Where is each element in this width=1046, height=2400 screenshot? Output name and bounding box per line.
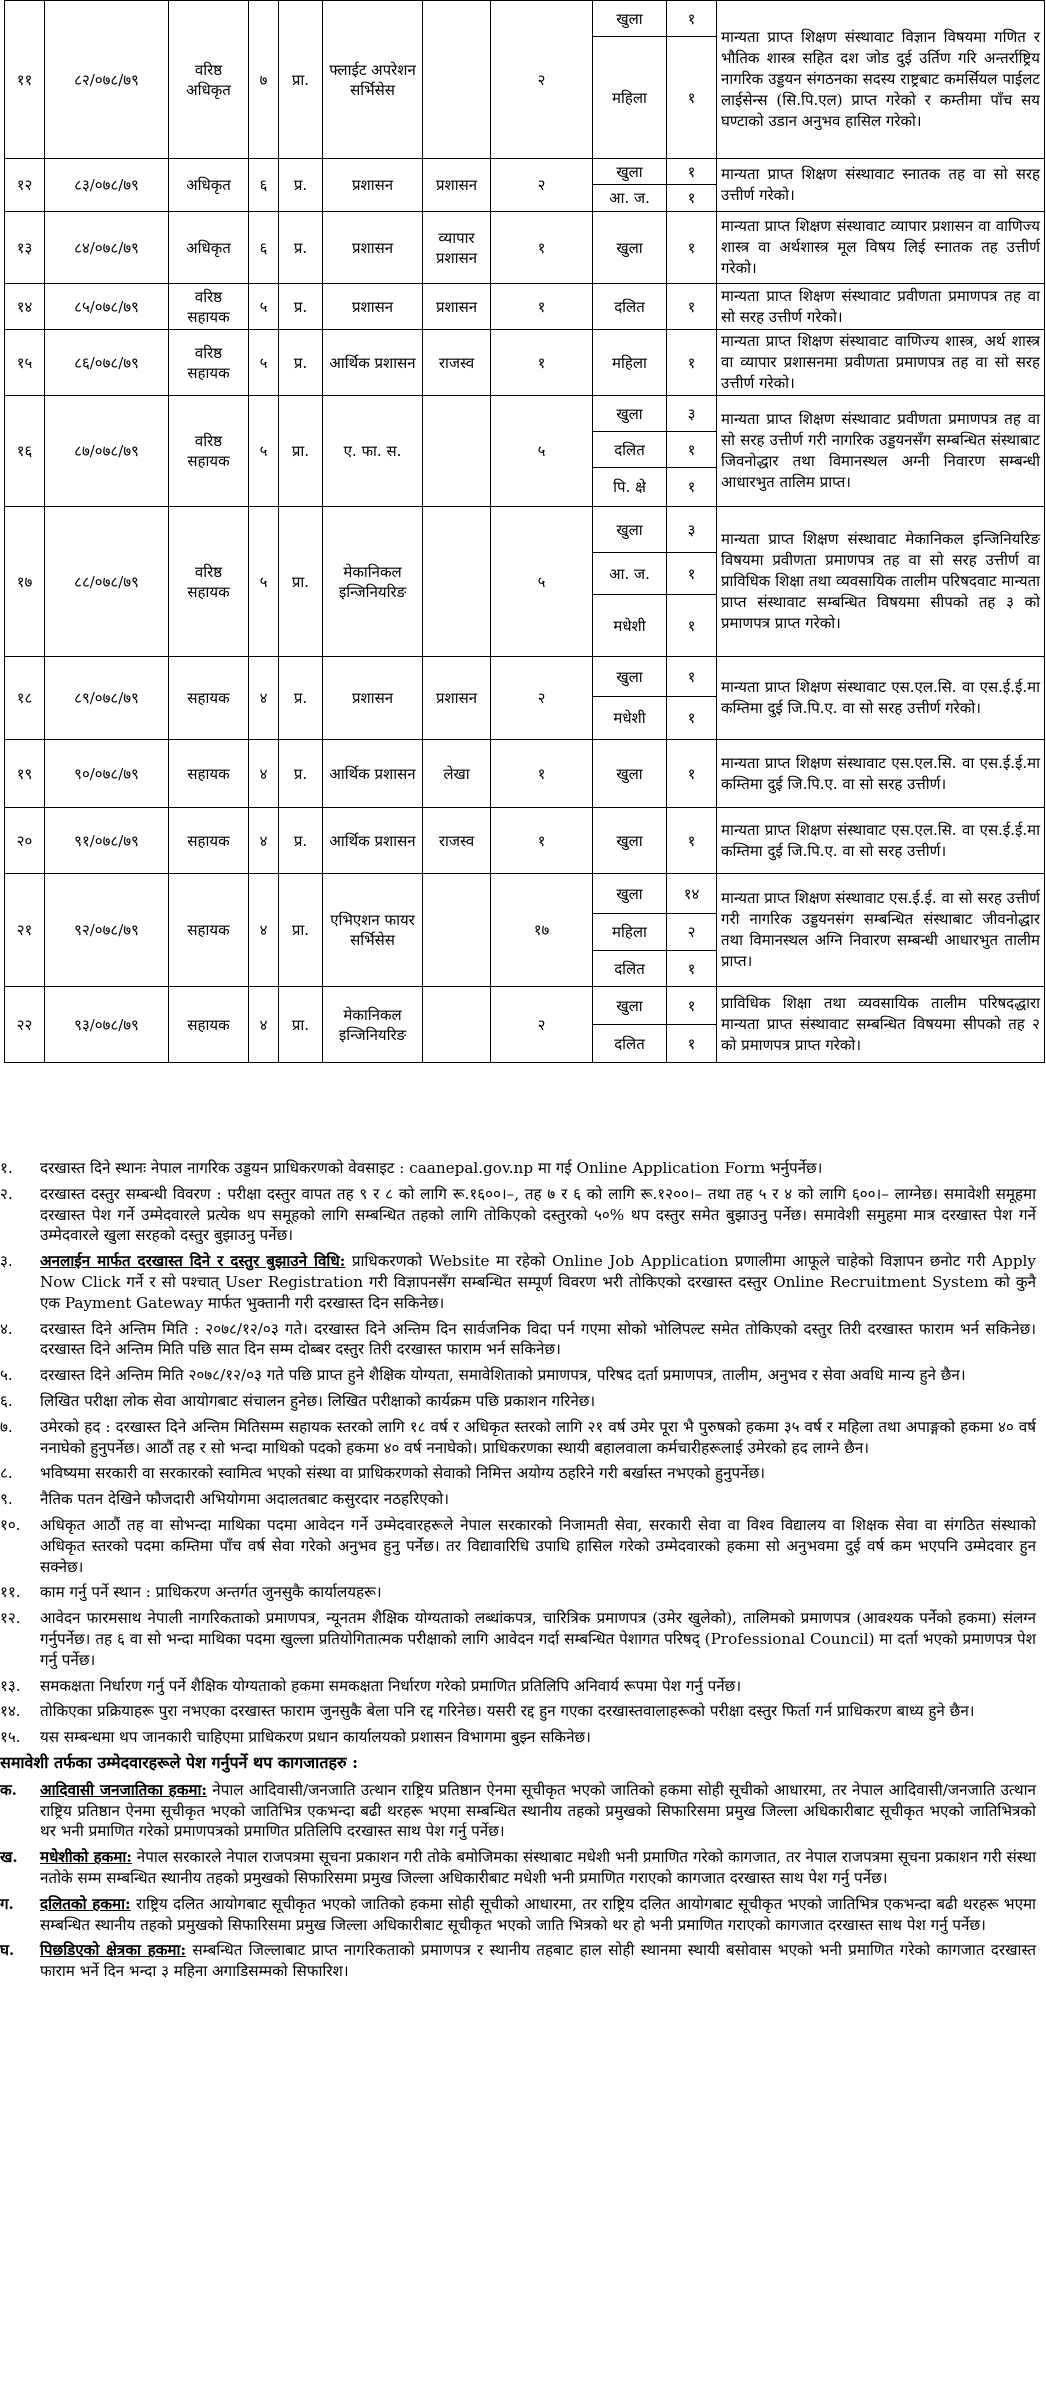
level-cell: वरिष्ठ सहायक (169, 396, 249, 507)
inclusive-title: आदिवासी जनजातिका हकमा: (40, 1780, 208, 1799)
grade-cell: ७ (249, 1, 279, 159)
note-text: दरखास्त दिने अन्तिम मिति : २०७८/१२/०३ गते। दरखास्त दिने अन्तिम दिन सार्वजनिक विदा पर्न गएमा सोको भोलिपल्ट समेत तोकिएको दस्तुर तिरी दरखास्त फाराम भर्न सकिनेछ। दरखास्त दिने अन्तिम मिति पछि सात दिन सम्म दोब्बर दस्तुर तिरी दरखास्त फाराम भर्न सकिनेछ। (40, 1319, 1037, 1359)
quota-count-cell: १ (667, 595, 717, 657)
note-text: अधिकृत आठौं तह वा सोभन्दा माथिका पदमा आवेदन गर्ने उम्मेदवारहरूले नेपाल सरकारको निजामती सेवा, सरकारी सेवा वा विश्व विद्यालय वा शिक्षक सेवा वा संगठित संस्थाको अधिकृत स्तरको पदमा कम्तिमा पाँच वर्ष सेवा गरेको अनुभव हुनु पर्नेछ। तर विद्यावारिधि उपाधि हासिल गरेको उम्मेदवारको हकमा सो अनुभवमा दुई वर्ष कम भएपनि उम्मेदवार हुन सक्नेछ। (40, 1515, 1036, 1576)
note-item (0, 1727, 1036, 1748)
service-cell: ए. फा. स. (323, 396, 423, 507)
note-item (0, 1417, 1036, 1459)
table-row (5, 874, 1045, 914)
inclusive-item (0, 1847, 1036, 1889)
note-text: आवेदन फारमसाथ नेपाली नागरिकताको प्रमाणपत्र, न्यूनतम शैक्षिक योग्यताको लब्धांकपत्र, चारित्रिक प्रमाणपत्र (उमेर खुलेको), तालिमको प्रमाणपत्र (आवश्यक पर्नेको हकमा) संलग्न गर्नुपर्नेछ। तह ६ वा सो भन्दा माथिका पदमा खुल्ला प्रतियोगितात्मक परीक्षाको लागि आवेदन गर्दा सम्बन्धित पेशागत परिषद् (Professional Council) मा दर्ता भएको प्रमाणपत्र पेश गर्नु पर्नेछ। (40, 1609, 1036, 1669)
inclusive-number: क. (0, 1780, 17, 1799)
note-item (0, 1251, 1036, 1313)
quota-count-cell: १ (667, 987, 717, 1025)
type-cell: प्र. (279, 284, 323, 330)
quota-cell: दलित (593, 951, 667, 987)
type-cell: प्र. (279, 657, 323, 740)
quota-cell: खुला (593, 212, 667, 284)
note-item (0, 1515, 1036, 1577)
type-cell: प्रा. (279, 874, 323, 987)
table-row (5, 507, 1045, 553)
advertisement-number-cell: ९२/०७८/७९ (45, 874, 169, 987)
note-item (0, 1582, 1036, 1603)
total-posts-cell: ५ (491, 507, 593, 657)
level-cell: सहायक (169, 874, 249, 987)
note-number: २. (0, 1184, 13, 1203)
service-cell: प्रशासन (323, 212, 423, 284)
advertisement-number-cell: ८४/०७८/७९ (45, 212, 169, 284)
quota-count-cell: ३ (667, 507, 717, 553)
quota-cell: खुला (593, 657, 667, 697)
inclusive-item (0, 1940, 1036, 1982)
advertisement-number-cell: ८२/०७८/७९ (45, 1, 169, 159)
total-posts-cell: १ (491, 212, 593, 284)
grade-cell: ६ (249, 159, 279, 212)
quota-count-cell: १ (667, 432, 717, 468)
quota-cell: खुला (593, 740, 667, 808)
grade-cell: ५ (249, 284, 279, 330)
grade-cell: ४ (249, 657, 279, 740)
note-number: १३. (0, 1676, 21, 1695)
total-posts-cell: २ (491, 987, 593, 1063)
note-text: दरखास्त दिने अन्तिम मिति २०७८/१२/०३ गते पछि प्राप्त हुने शैक्षिक योग्यता, समावेशिताको प्रमाणपत्र, परिषद दर्ता प्रमाणपत्र, तालीम, अनुभव र सेवा अवधि मान्य हुने छैन। (40, 1366, 966, 1385)
note-item (0, 1608, 1036, 1670)
quota-cell: दलित (593, 432, 667, 468)
note-number: १०. (0, 1515, 21, 1534)
group-cell (423, 507, 491, 657)
quota-cell: खुला (593, 507, 667, 553)
note-item (0, 1701, 1036, 1722)
inclusive-heading: समावेशी तर्फका उम्मेदवारहरूले पेश गर्नुपर्ने थप कागजातहरु : (0, 1752, 358, 1772)
inclusive-title: दलितको हकमा: (40, 1894, 131, 1913)
quota-cell: पि. क्षे (593, 468, 667, 507)
total-posts-cell: १ (491, 808, 593, 874)
total-posts-cell: २ (491, 657, 593, 740)
quota-count-cell: १ (667, 1, 717, 37)
inclusive-text: सम्बन्धित जिल्लाबाट प्राप्त नागरिकताको प्रमाणपत्र र स्थानीय तहबाट हाल सोही स्थानमा स्थायी बसोवास भएको भनी प्रमाणित गरेको कागजात दरखास्त फाराम भर्ने दिन भन्दा ३ महिना अगाडिसम्मको सिफारिश। (40, 1941, 1037, 1981)
quota-count-cell: २ (667, 914, 717, 951)
note-item (0, 1158, 1036, 1179)
quota-cell: खुला (593, 808, 667, 874)
grade-cell: ५ (249, 330, 279, 396)
type-cell: प्रा. (279, 507, 323, 657)
group-cell: प्रशासन (423, 159, 491, 212)
type-cell: प्रा. (279, 987, 323, 1063)
group-cell: राजस्व (423, 808, 491, 874)
advertisement-number-cell: ९०/०७८/७९ (45, 740, 169, 808)
table-row (5, 740, 1045, 808)
quota-count-cell: १ (667, 159, 717, 185)
group-cell: राजस्व (423, 330, 491, 396)
total-posts-cell: १ (491, 284, 593, 330)
inclusive-title: मधेशीको हकमा: (40, 1848, 132, 1867)
serial-number-cell: १३ (5, 212, 45, 284)
service-cell: मेकानिकल इन्जिनियरिङ (323, 507, 423, 657)
service-cell: प्रशासन (323, 159, 423, 212)
serial-number-cell: १२ (5, 159, 45, 212)
note-text: दरखास्त दिने स्थानः नेपाल नागरिक उड्डयन प्राधिकरणको वेवसाइट : caanepal.gov.np मा गई Online Application Form भर्नुपर्नेछ। (40, 1159, 823, 1177)
advertisement-number-cell: ८५/०७८/७९ (45, 284, 169, 330)
requirement-cell: प्राविधिक शिक्षा तथा व्यवसायिक तालीम परिषदद्धारा मान्यता प्राप्त संस्थावाट सम्बन्धित विषयमा सीपको तह २ को प्रमाणपत्र प्राप्त गरेको। (717, 987, 1045, 1063)
quota-count-cell: १ (667, 553, 717, 595)
note-text: यस सम्बन्धमा थप जानकारी चाहिएमा प्राधिकरण प्रधान कार्यालयको प्रशासन विभागमा बुझ्न सकिनेछ। (40, 1728, 591, 1747)
requirement-cell: मान्यता प्राप्त शिक्षण संस्थावाट एस.एल.सि. वा एस.ई.ई.मा कम्तिमा दुई जि.पि.ए. वा सो सरह उत्तीर्ण। (717, 808, 1045, 874)
level-cell: वरिष्ठ सहायक (169, 507, 249, 657)
note-number: १२. (0, 1609, 21, 1628)
table-row (5, 396, 1045, 432)
level-cell: वरिष्ठ सहायक (169, 330, 249, 396)
level-cell: सहायक (169, 657, 249, 740)
quota-count-cell: १ (667, 697, 717, 740)
note-text: भविष्यमा सरकारी वा सरकारको स्वामित्व भएको संस्था वा प्राधिकरणको सेवाको निमित्त अयोग्य ठहरिने गरी बर्खास्त नभएको हुनुपर्नेछ। (40, 1464, 765, 1483)
inclusive-text: नेपाल आदिवासी/जनजाति उत्थान राष्ट्रिय प्रतिष्ठान ऐनमा सूचीकृत भएको जातिको हकमा सोही सूचीको आधारमा, तर नेपाल आदिवासी/जनजाति उत्थान राष्ट्रिय प्रतिष्ठान ऐनमा सूचीकृत भएको जातिभित्र एकभन्दा बढी थरहरू भएमा सम्बन्धित स्थानीय तहको प्रमुखको सिफारिसमा प्रमुख जिल्ला अधिकारीबाट सूचीकृत भएको जातिभित्रको थर भनी प्रमाणित गरेको प्रमाणपत्रको प्रमाणित प्रतिलिपि दरखास्त साथ पेश गर्नु पर्नेछ। (40, 1780, 1036, 1841)
quota-count-cell: १४ (667, 874, 717, 914)
inclusive-item (0, 1894, 1036, 1936)
group-cell: लेखा (423, 740, 491, 808)
inclusive-number: ख. (0, 1848, 18, 1867)
note-text: दरखास्त दस्तुर सम्बन्धी विवरण : परीक्षा दस्तुर वापत तह ९ र ८ को लागि रू.१६००।–, तह ७ र ६ को लागि रू.१२००।– तथा तह ५ र ४ को लागि ६००।– लाग्नेछ। समावेशी समूहमा दरखास्त पेश गर्ने उम्मेदवारले प्रत्येक थप समूहको लागि सम्बन्धित तहको लागि तोकिएको दस्तुरको ५०% थप दस्तुर समेत बुझाउनु पर्नेछ। समावेशी समुहमा मात्र दरखास्त पेश गर्ने उम्मेदवारले खुला सरहको दस्तुर बुझाउनु पर्नेछ। (40, 1184, 1036, 1245)
grade-cell: ५ (249, 396, 279, 507)
service-cell: प्रशासन (323, 657, 423, 740)
quota-cell: खुला (593, 874, 667, 914)
quota-count-cell: १ (667, 37, 717, 159)
serial-number-cell: १७ (5, 507, 45, 657)
note-item (0, 1463, 1036, 1484)
requirement-cell: मान्यता प्राप्त शिक्षण संस्थावाट प्रवीणता प्रमाणपत्र तह वा सो सरह उत्तीर्ण गरी नागरिक उड्डयनसँग सम्बन्धित संस्थाबाट जिवनोद्धार तथा विमानस्थल अग्नी निवारण सम्बन्धी आधारभुत तालिम प्राप्त। (717, 396, 1045, 507)
advertisement-number-cell: ८६/०७८/७९ (45, 330, 169, 396)
note-number: ३. (0, 1252, 13, 1271)
total-posts-cell: २ (491, 1, 593, 159)
requirement-cell: मान्यता प्राप्त शिक्षण संस्थावाट प्रवीणता प्रमाणपत्र तह वा सो सरह उत्तीर्ण गरेको। (717, 284, 1045, 330)
advertisement-number-cell: ९३/०७८/७९ (45, 987, 169, 1063)
note-number: १५. (0, 1728, 21, 1747)
note-item (0, 1489, 1036, 1510)
quota-cell: खुला (593, 159, 667, 185)
note-item (0, 1391, 1036, 1412)
inclusive-title: पिछडिएको क्षेत्रका हकमा: (40, 1941, 187, 1960)
total-posts-cell: ५ (491, 396, 593, 507)
note-text: नैतिक पतन देखिने फौजदारी अभियोगमा अदालतबाट कसुरदार नठहरिएको। (40, 1490, 450, 1509)
quota-cell: खुला (593, 396, 667, 432)
quota-cell: दलित (593, 284, 667, 330)
serial-number-cell: १५ (5, 330, 45, 396)
table-row (5, 987, 1045, 1025)
group-cell (423, 1, 491, 159)
quota-count-cell: १ (667, 212, 717, 284)
inclusive-number: ग. (0, 1894, 14, 1913)
inclusive-text: राष्ट्रिय दलित आयोगबाट सूचीकृत भएको जातिको हकमा सोही सूचीको आधारमा, तर राष्ट्रिय दलित आयोगबाट सूचीकृत भएको जातिभित्र एकभन्दा बढी थरहरू भएमा सम्बन्धित स्थानीय तहको प्रमुखको सिफारिसमा प्रमुख जिल्ला अधिकारीबाट सूचीकृत भएको जाति भित्रको थर हो भनी प्रमाणित गराएको कागजात दरखास्त साथ पेश गर्नु पर्नेछ। (40, 1894, 1036, 1934)
total-posts-cell: १ (491, 330, 593, 396)
quota-cell: महिला (593, 37, 667, 159)
quota-count-cell: १ (667, 284, 717, 330)
table-row (5, 330, 1045, 396)
grade-cell: ५ (249, 507, 279, 657)
level-cell: अधिकृत (169, 159, 249, 212)
note-text: तोकिएका प्रक्रियाहरू पुरा नभएका दरखास्त फाराम जुनसुकै बेला पनि रद्द गरिनेछ। यसरी रद्द हुन गएका दरखास्तवालाहरूको परीक्षा दस्तुर फिर्ता गर्न प्राधिकरण बाध्य हुने छैन। (40, 1702, 975, 1721)
level-cell: सहायक (169, 987, 249, 1063)
note-item (0, 1184, 1036, 1246)
level-cell: वरिष्ठ सहायक (169, 284, 249, 330)
requirement-cell: मान्यता प्राप्त शिक्षण संस्थावाट एस.एल.सि. वा एस.ई.ई.मा कम्तिमा दुई जि.पि.ए. वा सो सरह उत्तीर्ण गरेको। (717, 657, 1045, 740)
quota-cell: मधेशी (593, 697, 667, 740)
note-number: १४. (0, 1702, 21, 1721)
grade-cell: ६ (249, 212, 279, 284)
table-row (5, 284, 1045, 330)
note-number: ५. (0, 1366, 13, 1385)
note-number: ९. (0, 1490, 13, 1509)
quota-count-cell: ३ (667, 396, 717, 432)
quota-count-cell: १ (667, 808, 717, 874)
requirement-cell: मान्यता प्राप्त शिक्षण संस्थावाट मेकानिकल इन्जिनियरिङ विषयमा प्रवीणता प्रमाणपत्र तह वा सो सरह उत्तीर्ण वा प्राविधिक शिक्षा तथा व्यवसायिक तालीम परिषदवाट मान्यता प्राप्त संस्थावाट सम्बन्धित विषयमा सीपको तह ३ को प्रमाणपत्र प्राप्त गरेको। (717, 507, 1045, 657)
note-text: समकक्षता निर्धारण गर्नु पर्ने शैक्षिक योग्यताको हकमा समकक्षता निर्धारण गरेको प्रमाणित प्रतिलिपि अनिवार्य रूपमा पेश गर्नु पर्नेछ। (40, 1676, 742, 1695)
requirement-cell: मान्यता प्राप्त शिक्षण संस्थावाट व्यापार प्रशासन वा वाणिज्य शास्त्र वा अर्थशास्त्र मूल विषय लिई स्नातक तह उत्तीर्ण गरेको। (717, 212, 1045, 284)
vacancy-table (4, 0, 1045, 1063)
note-number: ८. (0, 1464, 13, 1483)
grade-cell: ४ (249, 740, 279, 808)
quota-cell: दलित (593, 1025, 667, 1063)
group-cell: व्यापार प्रशासन (423, 212, 491, 284)
note-item (0, 1676, 1036, 1697)
advertisement-number-cell: ९१/०७८/७९ (45, 808, 169, 874)
requirement-cell: मान्यता प्राप्त शिक्षण संस्थावाट एस.एल.सि. वा एस.ई.ई.मा कम्तिमा दुई जि.पि.ए. वा सो सरह उत्तीर्ण। (717, 740, 1045, 808)
table-row (5, 1, 1045, 37)
level-cell: सहायक (169, 808, 249, 874)
service-cell: आर्थिक प्रशासन (323, 808, 423, 874)
table-row (5, 212, 1045, 284)
quota-cell: महिला (593, 914, 667, 951)
note-number: ७. (0, 1417, 13, 1436)
type-cell: प्र. (279, 740, 323, 808)
inclusive-item (0, 1780, 1036, 1842)
advertisement-number-cell: ८८/०७८/७९ (45, 507, 169, 657)
note-item (0, 1365, 1036, 1386)
quota-cell: खुला (593, 1, 667, 37)
quota-count-cell: १ (667, 185, 717, 212)
service-cell: प्रशासन (323, 284, 423, 330)
table-row (5, 657, 1045, 697)
quota-cell: आ. ज. (593, 553, 667, 595)
requirement-cell: मान्यता प्राप्त शिक्षण संस्थावाट विज्ञान विषयमा गणित र भौतिक शास्त्र सहित दश जोड दुई उर्तिण गरि अन्तर्राष्ट्रिय नागरिक उड्डयन संगठनका सदस्य राष्ट्रबाट कमर्सियल पाईलट लाईसेन्स (सि.पि.एल) प्राप्त गरेको र कम्तीमा पाँच सय घण्टाको उडान अनुभव हासिल गरेको। (717, 1, 1045, 159)
type-cell: प्र. (279, 159, 323, 212)
group-cell: प्रशासन (423, 284, 491, 330)
note-text: काम गर्नु पर्ने स्थान : प्राधिकरण अन्तर्गत जुनसुकै कार्यालयहरू। (40, 1583, 382, 1602)
note-text: प्राधिकरणको Website मा रहेको Online Job Application प्रणालीमा आफूले चाहेको विज्ञापन छनोट गरी Apply Now Click गर्ने र सो पश्चात् User Registration गरी विज्ञापनसँग सम्बन्धित सम्पूर्ण विवरण भरी तोकिएको दरखास्त दस्तुर Online Recruitment System को कुनै एक Payment Gateway मार्फत भुक्तानी गरी दरखास्त दिन सकिनेछ। (40, 1252, 1036, 1312)
group-cell (423, 987, 491, 1063)
advertisement-number-cell: ८९/०७८/७९ (45, 657, 169, 740)
service-cell: एभिएशन फायर सर्भिसेस (323, 874, 423, 987)
serial-number-cell: २२ (5, 987, 45, 1063)
requirement-cell: मान्यता प्राप्त शिक्षण संस्थावाट एस.ई.ई. वा सो सरह उत्तीर्ण गरी नागरिक उड्डयनसंग सम्बन्धित संस्थाबाट जीवनोद्धार तथा विमानस्थल अग्नि निवारण सम्बन्धी आधारभुत तालीम प्राप्त। (717, 874, 1045, 987)
serial-number-cell: १६ (5, 396, 45, 507)
quota-cell: मधेशी (593, 595, 667, 657)
note-number: ६. (0, 1391, 13, 1410)
serial-number-cell: ११ (5, 1, 45, 159)
quota-count-cell: १ (667, 1025, 717, 1063)
serial-number-cell: १९ (5, 740, 45, 808)
serial-number-cell: १४ (5, 284, 45, 330)
serial-number-cell: १८ (5, 657, 45, 740)
type-cell: प्र. (279, 212, 323, 284)
advertisement-number-cell: ८७/०७८/७९ (45, 396, 169, 507)
note-number: ४. (0, 1319, 13, 1338)
level-cell: वरिष्ठ अधिकृत (169, 1, 249, 159)
quota-count-cell: १ (667, 951, 717, 987)
note-text: उमेरको हद : दरखास्त दिने अन्तिम मितिसम्म सहायक स्तरको लागि १८ वर्ष र अधिकृत स्तरको लागि २१ वर्ष उमेर पूरा भै पुरुषको हकमा ३५ वर्ष र महिला तथा अपाङ्गको हकमा ४० वर्ष ननाघेको हुनुपर्नेछ। आठौं तह र सो भन्दा माथिको पदको हकमा ४० वर्ष ननाघेको। प्राधिकरणका स्थायी बहालवाला कर्मचारीहरूलाई उमेरको हद लाग्ने छैन। (40, 1417, 1036, 1457)
note-text: लिखित परीक्षा लोक सेवा आयोगबाट संचालन हुनेछ। लिखित परीक्षाको कार्यक्रम पछि प्रकाशन गरिनेछ। (40, 1391, 596, 1410)
quota-count-cell: १ (667, 657, 717, 697)
serial-number-cell: २० (5, 808, 45, 874)
notes-section (0, 1158, 1036, 1987)
serial-number-cell: २१ (5, 874, 45, 987)
type-cell: प्र. (279, 330, 323, 396)
total-posts-cell: २ (491, 159, 593, 212)
quota-count-cell: १ (667, 468, 717, 507)
table-row (5, 159, 1045, 185)
quota-cell: आ. ज. (593, 185, 667, 212)
grade-cell: ४ (249, 874, 279, 987)
service-cell: आर्थिक प्रशासन (323, 740, 423, 808)
grade-cell: ४ (249, 808, 279, 874)
level-cell: सहायक (169, 740, 249, 808)
service-cell: मेकानिकल इन्जिनियरिङ (323, 987, 423, 1063)
group-cell (423, 874, 491, 987)
service-cell: आर्थिक प्रशासन (323, 330, 423, 396)
table-row (5, 808, 1045, 874)
total-posts-cell: १ (491, 740, 593, 808)
quota-count-cell: १ (667, 330, 717, 396)
note-title: अनलाईन मार्फत दरखास्त दिने र दस्तुर बुझाउने विधि: (40, 1252, 346, 1271)
quota-count-cell: १ (667, 740, 717, 808)
note-number: ११. (0, 1583, 21, 1602)
level-cell: अधिकृत (169, 212, 249, 284)
type-cell: प्रा. (279, 396, 323, 507)
inclusive-text: नेपाल सरकारले नेपाल राजपत्रमा सूचना प्रकाशन गरी तोके बमोजिमका संस्थाबाट मधेशी भनी प्रमाणित गरेको कागजात, तर नेपाल राजपत्रमा सूचना प्रकाशन गरी संस्था नतोके सम्म सम्बन्धित स्थानीय तहको प्रमुखको सिफारिसमा प्रमुख जिल्ला अधिकारीबाट मधेशी भनी प्रमाणित गराएको कागजात दरखास्त साथ पेश गर्नु पर्नेछ। (40, 1848, 1036, 1887)
note-number: १. (0, 1159, 13, 1177)
group-cell (423, 396, 491, 507)
requirement-cell: मान्यता प्राप्त शिक्षण संस्थावाट स्नातक तह वा सो सरह उत्तीर्ण गरेको। (717, 159, 1045, 212)
type-cell: प्रा. (279, 1, 323, 159)
grade-cell: ४ (249, 987, 279, 1063)
quota-cell: महिला (593, 330, 667, 396)
note-item (0, 1319, 1036, 1361)
group-cell: प्रशासन (423, 657, 491, 740)
total-posts-cell: १७ (491, 874, 593, 987)
quota-cell: खुला (593, 987, 667, 1025)
service-cell: फ्लाईट अपरेशन सर्भिसेस (323, 1, 423, 159)
advertisement-number-cell: ८३/०७८/७९ (45, 159, 169, 212)
inclusive-number: घ. (0, 1941, 15, 1960)
requirement-cell: मान्यता प्राप्त शिक्षण संस्थावाट वाणिज्य शास्त्र, अर्थ शास्त्र वा व्यापार प्रशासनमा प्रवीणता प्रमाणपत्र तह वा सो सरह उत्तीर्ण गरेको। (717, 330, 1045, 396)
type-cell: प्र. (279, 808, 323, 874)
